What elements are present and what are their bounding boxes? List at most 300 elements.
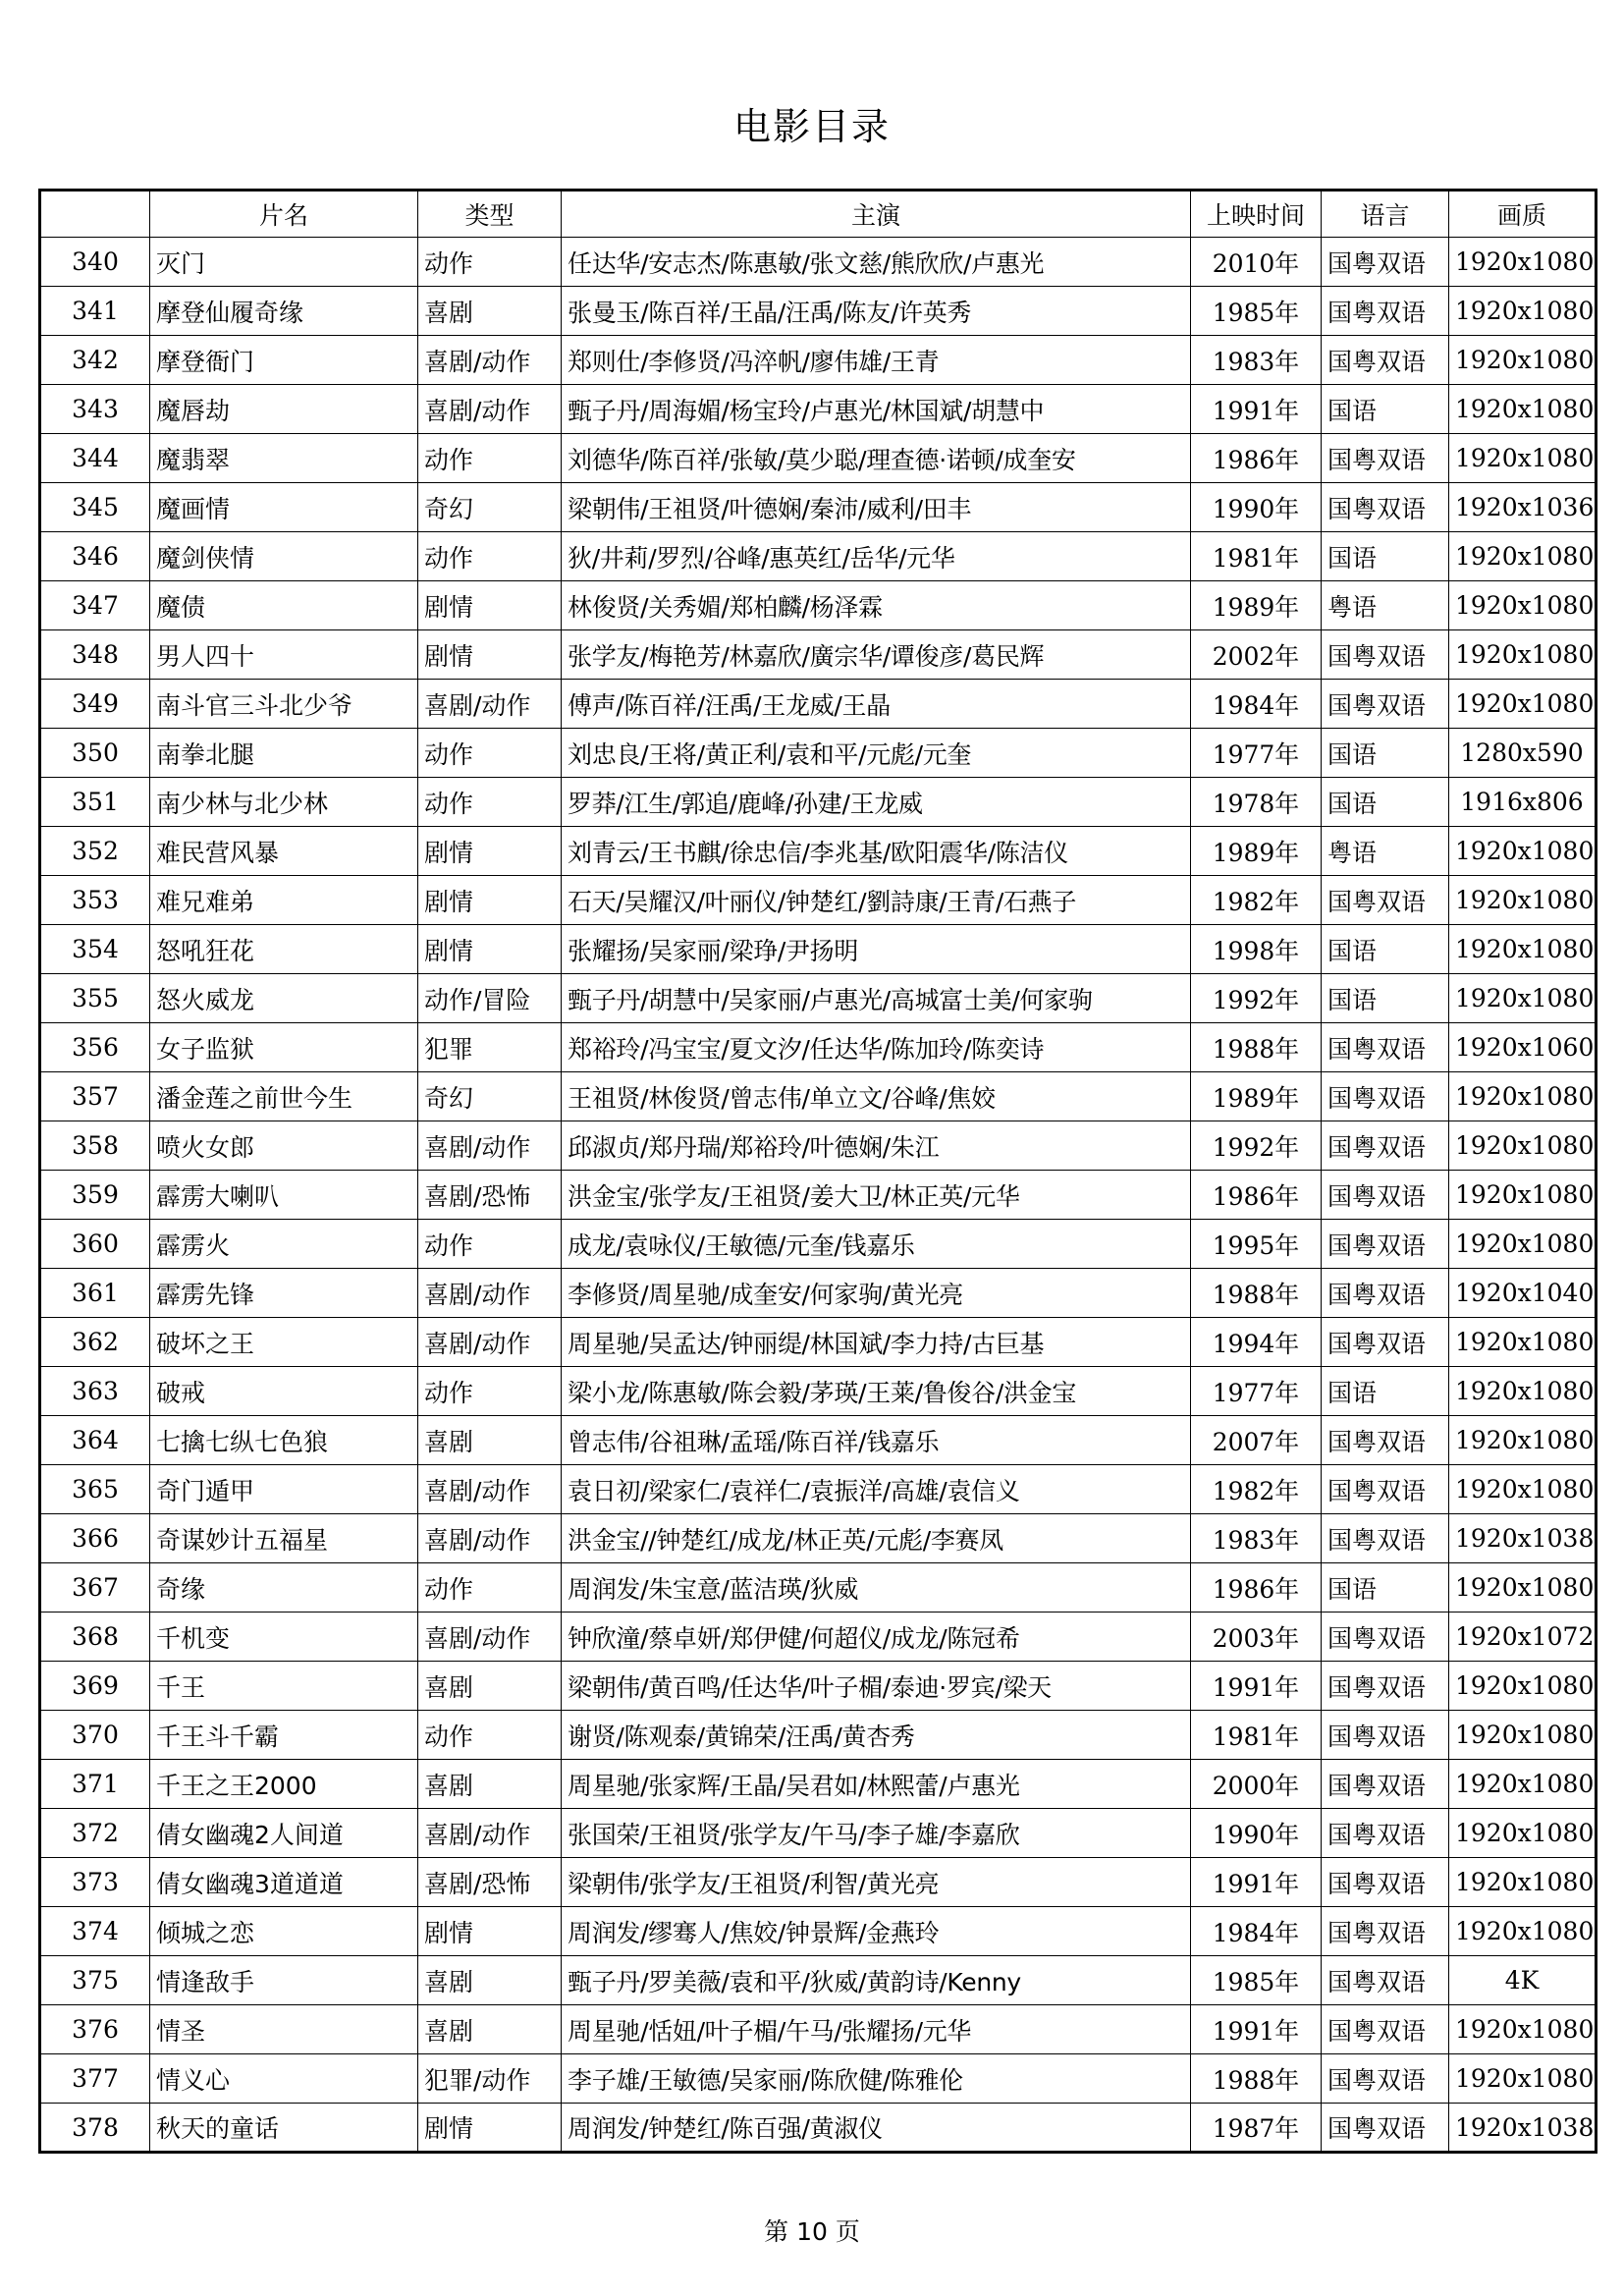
release-year: 1998年 xyxy=(1191,925,1322,974)
row-index: 357 xyxy=(40,1072,150,1121)
table-row xyxy=(40,1465,1597,1514)
movie-genre: 犯罪 xyxy=(418,1023,562,1072)
header-language: 语言 xyxy=(1322,191,1449,238)
table-row xyxy=(40,2054,1597,2104)
table-row xyxy=(40,680,1597,729)
movie-genre: 剧情 xyxy=(418,925,562,974)
movie-cast: 刘忠良/王将/黄正利/袁和平/元彪/元奎 xyxy=(562,729,1191,778)
movie-genre: 剧情 xyxy=(418,1907,562,1956)
movie-title: 南少林与北少林 xyxy=(150,778,418,827)
row-index: 375 xyxy=(40,1956,150,2005)
movie-cast: 钟欣潼/蔡卓妍/郑伊健/何超仪/成龙/陈冠希 xyxy=(562,1613,1191,1662)
movie-genre: 喜剧/动作 xyxy=(418,680,562,729)
movie-cast: 袁日初/梁家仁/袁祥仁/袁振洋/高雄/袁信义 xyxy=(562,1465,1191,1514)
video-quality: 1920x1060 xyxy=(1449,1023,1597,1072)
row-index: 346 xyxy=(40,532,150,581)
row-index: 376 xyxy=(40,2005,150,2054)
table-row xyxy=(40,729,1597,778)
table-row xyxy=(40,876,1597,925)
row-index: 351 xyxy=(40,778,150,827)
release-year: 1986年 xyxy=(1191,1171,1322,1220)
movie-genre: 喜剧 xyxy=(418,1956,562,2005)
movie-cast: 周润发/缪骞人/焦姣/钟景辉/金燕玲 xyxy=(562,1907,1191,1956)
video-quality: 1920x1080 xyxy=(1449,974,1597,1023)
row-index: 369 xyxy=(40,1662,150,1711)
table-row xyxy=(40,1514,1597,1563)
video-quality: 1920x1080 xyxy=(1449,238,1597,287)
release-year: 1988年 xyxy=(1191,2054,1322,2104)
movie-language: 国语 xyxy=(1322,1367,1449,1416)
release-year: 1986年 xyxy=(1191,434,1322,483)
movie-language: 国粤双语 xyxy=(1322,1023,1449,1072)
movie-language: 国粤双语 xyxy=(1322,1956,1449,2005)
movie-title: 魔唇劫 xyxy=(150,385,418,434)
release-year: 1991年 xyxy=(1191,2005,1322,2054)
table-header-row xyxy=(40,191,1597,238)
table-row xyxy=(40,1072,1597,1121)
release-year: 1991年 xyxy=(1191,385,1322,434)
video-quality: 1920x1080 xyxy=(1449,1220,1597,1269)
table-row xyxy=(40,1416,1597,1465)
release-year: 1983年 xyxy=(1191,336,1322,385)
release-year: 1977年 xyxy=(1191,1367,1322,1416)
table-row xyxy=(40,925,1597,974)
release-year: 1981年 xyxy=(1191,532,1322,581)
movie-genre: 奇幻 xyxy=(418,1072,562,1121)
header-title: 片名 xyxy=(150,191,418,238)
page-title: 电影目录 xyxy=(732,105,891,148)
table-row xyxy=(40,238,1597,287)
movie-cast: 傅声/陈百祥/汪禹/王龙威/王晶 xyxy=(562,680,1191,729)
movie-title: 霹雳大喇叭 xyxy=(150,1171,418,1220)
movie-language: 国粤双语 xyxy=(1322,1171,1449,1220)
table-row xyxy=(40,1711,1597,1760)
movie-catalog-table xyxy=(38,189,1597,2154)
table-row xyxy=(40,287,1597,336)
table-body xyxy=(40,238,1597,2153)
movie-cast: 谢贤/陈观泰/黄锦荣/汪禹/黄杏秀 xyxy=(562,1711,1191,1760)
movie-genre: 动作 xyxy=(418,1563,562,1613)
movie-cast: 刘青云/王书麒/徐忠信/李兆基/欧阳震华/陈洁仪 xyxy=(562,827,1191,876)
movie-title: 魔画情 xyxy=(150,483,418,532)
movie-language: 粤语 xyxy=(1322,581,1449,630)
table-row xyxy=(40,483,1597,532)
release-year: 1989年 xyxy=(1191,1072,1322,1121)
movie-cast: 周润发/钟楚红/陈百强/黄淑仪 xyxy=(562,2104,1191,2153)
table-row xyxy=(40,1662,1597,1711)
movie-cast: 张学友/梅艳芳/林嘉欣/廣宗华/谭俊彦/葛民辉 xyxy=(562,630,1191,680)
row-index: 377 xyxy=(40,2054,150,2104)
row-index: 371 xyxy=(40,1760,150,1809)
movie-cast: 狄/井莉/罗烈/谷峰/惠英红/岳华/元华 xyxy=(562,532,1191,581)
release-year: 1991年 xyxy=(1191,1662,1322,1711)
movie-title: 南拳北腿 xyxy=(150,729,418,778)
video-quality: 1920x1080 xyxy=(1449,1907,1597,1956)
release-year: 1987年 xyxy=(1191,2104,1322,2153)
movie-cast: 张国荣/王祖贤/张学友/午马/李子雄/李嘉欣 xyxy=(562,1809,1191,1858)
video-quality: 1920x1080 xyxy=(1449,680,1597,729)
movie-title: 千王斗千霸 xyxy=(150,1711,418,1760)
movie-title: 倩女幽魂3道道道 xyxy=(150,1858,418,1907)
movie-language: 国粤双语 xyxy=(1322,238,1449,287)
movie-title: 霹雳先锋 xyxy=(150,1269,418,1318)
movie-cast: 梁朝伟/王祖贤/叶德娴/秦沛/威利/田丰 xyxy=(562,483,1191,532)
row-index: 348 xyxy=(40,630,150,680)
row-index: 366 xyxy=(40,1514,150,1563)
header-cast: 主演 xyxy=(562,191,1191,238)
movie-title: 秋天的童话 xyxy=(150,2104,418,2153)
movie-language: 国粤双语 xyxy=(1322,1613,1449,1662)
movie-cast: 梁小龙/陈惠敏/陈会毅/茅瑛/王莱/鲁俊谷/洪金宝 xyxy=(562,1367,1191,1416)
movie-language: 国语 xyxy=(1322,1563,1449,1613)
movie-title: 灭门 xyxy=(150,238,418,287)
movie-cast: 张耀扬/吴家丽/梁琤/尹扬明 xyxy=(562,925,1191,974)
movie-cast: 王祖贤/林俊贤/曾志伟/单立文/谷峰/焦姣 xyxy=(562,1072,1191,1121)
movie-title: 破戒 xyxy=(150,1367,418,1416)
table-row xyxy=(40,1220,1597,1269)
movie-language: 国语 xyxy=(1322,778,1449,827)
movie-language: 国粤双语 xyxy=(1322,1662,1449,1711)
row-index: 350 xyxy=(40,729,150,778)
movie-cast: 甄子丹/罗美薇/袁和平/狄威/黄韵诗/Kenny xyxy=(562,1956,1191,2005)
movie-cast: 任达华/安志杰/陈惠敏/张文慈/熊欣欣/卢惠光 xyxy=(562,238,1191,287)
movie-cast: 郑则仕/李修贤/冯淬帆/廖伟雄/王青 xyxy=(562,336,1191,385)
release-year: 1983年 xyxy=(1191,1514,1322,1563)
movie-language: 国语 xyxy=(1322,925,1449,974)
release-year: 1981年 xyxy=(1191,1711,1322,1760)
movie-title: 难兄难弟 xyxy=(150,876,418,925)
row-index: 373 xyxy=(40,1858,150,1907)
movie-genre: 剧情 xyxy=(418,827,562,876)
movie-language: 国粤双语 xyxy=(1322,2104,1449,2153)
movie-language: 国粤双语 xyxy=(1322,1220,1449,1269)
video-quality: 1920x1080 xyxy=(1449,581,1597,630)
table-row xyxy=(40,1269,1597,1318)
movie-language: 国粤双语 xyxy=(1322,1907,1449,1956)
header-quality: 画质 xyxy=(1449,191,1597,238)
release-year: 2002年 xyxy=(1191,630,1322,680)
movie-cast: 洪金宝//钟楚红/成龙/林正英/元彪/李赛凤 xyxy=(562,1514,1191,1563)
table-row xyxy=(40,1809,1597,1858)
table-row xyxy=(40,1171,1597,1220)
video-quality: 1920x1080 xyxy=(1449,1563,1597,1613)
movie-title: 七擒七纵七色狼 xyxy=(150,1416,418,1465)
movie-language: 国粤双语 xyxy=(1322,1858,1449,1907)
movie-genre: 剧情 xyxy=(418,2104,562,2153)
movie-genre: 喜剧/恐怖 xyxy=(418,1858,562,1907)
movie-language: 国粤双语 xyxy=(1322,2054,1449,2104)
movie-language: 国语 xyxy=(1322,532,1449,581)
video-quality: 1280x590 xyxy=(1449,729,1597,778)
table-row xyxy=(40,2005,1597,2054)
movie-cast: 周润发/朱宝意/蓝洁瑛/狄威 xyxy=(562,1563,1191,1613)
table-row xyxy=(40,2104,1597,2153)
movie-title: 千机变 xyxy=(150,1613,418,1662)
row-index: 370 xyxy=(40,1711,150,1760)
release-year: 1986年 xyxy=(1191,1563,1322,1613)
table-row xyxy=(40,1613,1597,1662)
release-year: 1982年 xyxy=(1191,876,1322,925)
movie-title: 破坏之王 xyxy=(150,1318,418,1367)
release-year: 2010年 xyxy=(1191,238,1322,287)
movie-genre: 动作 xyxy=(418,532,562,581)
video-quality: 4K xyxy=(1449,1956,1597,2005)
movie-genre: 动作 xyxy=(418,434,562,483)
release-year: 1988年 xyxy=(1191,1023,1322,1072)
movie-genre: 喜剧/动作 xyxy=(418,385,562,434)
movie-genre: 喜剧/动作 xyxy=(418,336,562,385)
movie-language: 国粤双语 xyxy=(1322,680,1449,729)
movie-cast: 石天/吴耀汉/叶丽仪/钟楚红/劉詩康/王青/石燕子 xyxy=(562,876,1191,925)
release-year: 2003年 xyxy=(1191,1613,1322,1662)
table-row xyxy=(40,385,1597,434)
movie-cast: 刘德华/陈百祥/张敏/莫少聪/理查德·诺顿/成奎安 xyxy=(562,434,1191,483)
table-row xyxy=(40,827,1597,876)
release-year: 1994年 xyxy=(1191,1318,1322,1367)
video-quality: 1920x1080 xyxy=(1449,1760,1597,1809)
video-quality: 1920x1036 xyxy=(1449,483,1597,532)
release-year: 1982年 xyxy=(1191,1465,1322,1514)
row-index: 359 xyxy=(40,1171,150,1220)
video-quality: 1920x1080 xyxy=(1449,630,1597,680)
movie-language: 国粤双语 xyxy=(1322,483,1449,532)
row-index: 344 xyxy=(40,434,150,483)
movie-language: 国粤双语 xyxy=(1322,434,1449,483)
movie-cast: 周星驰/张家辉/王晶/吴君如/林熙蕾/卢惠光 xyxy=(562,1760,1191,1809)
movie-genre: 动作 xyxy=(418,238,562,287)
movie-cast: 周星驰/吴孟达/钟丽缇/林国斌/李力持/古巨基 xyxy=(562,1318,1191,1367)
release-year: 1989年 xyxy=(1191,581,1322,630)
row-index: 345 xyxy=(40,483,150,532)
release-year: 1978年 xyxy=(1191,778,1322,827)
header-index xyxy=(40,191,150,238)
row-index: 358 xyxy=(40,1121,150,1171)
movie-genre: 奇幻 xyxy=(418,483,562,532)
row-index: 361 xyxy=(40,1269,150,1318)
table-row xyxy=(40,1907,1597,1956)
page-number: 第 10 页 xyxy=(764,2217,860,2246)
release-year: 1991年 xyxy=(1191,1858,1322,1907)
video-quality: 1920x1080 xyxy=(1449,1367,1597,1416)
movie-language: 国粤双语 xyxy=(1322,1809,1449,1858)
movie-language: 国粤双语 xyxy=(1322,1121,1449,1171)
movie-title: 南斗官三斗北少爷 xyxy=(150,680,418,729)
movie-language: 国粤双语 xyxy=(1322,1416,1449,1465)
video-quality: 1920x1080 xyxy=(1449,385,1597,434)
movie-genre: 喜剧/恐怖 xyxy=(418,1171,562,1220)
movie-language: 国粤双语 xyxy=(1322,1711,1449,1760)
movie-genre: 喜剧/动作 xyxy=(418,1613,562,1662)
movie-language: 国粤双语 xyxy=(1322,1760,1449,1809)
movie-cast: 李修贤/周星驰/成奎安/何家驹/黄光亮 xyxy=(562,1269,1191,1318)
movie-genre: 喜剧 xyxy=(418,1760,562,1809)
movie-cast: 甄子丹/周海媚/杨宝玲/卢惠光/林国斌/胡慧中 xyxy=(562,385,1191,434)
movie-title: 喷火女郎 xyxy=(150,1121,418,1171)
release-year: 1985年 xyxy=(1191,287,1322,336)
video-quality: 1920x1080 xyxy=(1449,287,1597,336)
row-index: 363 xyxy=(40,1367,150,1416)
table-row xyxy=(40,974,1597,1023)
movie-title: 情逢敌手 xyxy=(150,1956,418,2005)
release-year: 1990年 xyxy=(1191,1809,1322,1858)
video-quality: 1920x1080 xyxy=(1449,925,1597,974)
movie-cast: 甄子丹/胡慧中/吴家丽/卢惠光/高城富士美/何家驹 xyxy=(562,974,1191,1023)
release-year: 1985年 xyxy=(1191,1956,1322,2005)
movie-cast: 曾志伟/谷祖琳/孟瑶/陈百祥/钱嘉乐 xyxy=(562,1416,1191,1465)
video-quality: 1920x1080 xyxy=(1449,1121,1597,1171)
movie-language: 国粤双语 xyxy=(1322,876,1449,925)
movie-language: 国粤双语 xyxy=(1322,2005,1449,2054)
video-quality: 1920x1080 xyxy=(1449,434,1597,483)
release-year: 2000年 xyxy=(1191,1760,1322,1809)
movie-genre: 剧情 xyxy=(418,876,562,925)
row-index: 360 xyxy=(40,1220,150,1269)
movie-genre: 动作 xyxy=(418,1711,562,1760)
movie-language: 国语 xyxy=(1322,974,1449,1023)
video-quality: 1920x1040 xyxy=(1449,1269,1597,1318)
movie-language: 国语 xyxy=(1322,729,1449,778)
movie-genre: 动作/冒险 xyxy=(418,974,562,1023)
row-index: 367 xyxy=(40,1563,150,1613)
movie-title: 难民营风暴 xyxy=(150,827,418,876)
movie-genre: 动作 xyxy=(418,1367,562,1416)
movie-cast: 梁朝伟/黄百鸣/任达华/叶子楣/泰迪·罗宾/梁天 xyxy=(562,1662,1191,1711)
release-year: 1984年 xyxy=(1191,1907,1322,1956)
video-quality: 1920x1080 xyxy=(1449,532,1597,581)
movie-language: 国粤双语 xyxy=(1322,1514,1449,1563)
movie-title: 千王之王2000 xyxy=(150,1760,418,1809)
row-index: 353 xyxy=(40,876,150,925)
movie-genre: 剧情 xyxy=(418,630,562,680)
movie-genre: 喜剧 xyxy=(418,1416,562,1465)
video-quality: 1920x1080 xyxy=(1449,1858,1597,1907)
movie-cast: 林俊贤/关秀媚/郑柏麟/杨泽霖 xyxy=(562,581,1191,630)
table-row xyxy=(40,336,1597,385)
movie-title: 情圣 xyxy=(150,2005,418,2054)
row-index: 368 xyxy=(40,1613,150,1662)
table-row xyxy=(40,1956,1597,2005)
movie-genre: 喜剧 xyxy=(418,2005,562,2054)
row-index: 378 xyxy=(40,2104,150,2153)
movie-cast: 罗莽/江生/郭追/鹿峰/孙建/王龙威 xyxy=(562,778,1191,827)
video-quality: 1920x1080 xyxy=(1449,1072,1597,1121)
table-row xyxy=(40,630,1597,680)
table-row xyxy=(40,1563,1597,1613)
row-index: 362 xyxy=(40,1318,150,1367)
video-quality: 1920x1080 xyxy=(1449,1809,1597,1858)
movie-language: 国粤双语 xyxy=(1322,287,1449,336)
video-quality: 1920x1072 xyxy=(1449,1613,1597,1662)
row-index: 343 xyxy=(40,385,150,434)
movie-title: 女子监狱 xyxy=(150,1023,418,1072)
release-year: 1989年 xyxy=(1191,827,1322,876)
movie-cast: 成龙/袁咏仪/王敏德/元奎/钱嘉乐 xyxy=(562,1220,1191,1269)
release-year: 1988年 xyxy=(1191,1269,1322,1318)
header-genre: 类型 xyxy=(418,191,562,238)
video-quality: 1920x1080 xyxy=(1449,2005,1597,2054)
movie-title: 奇缘 xyxy=(150,1563,418,1613)
movie-title: 魔剑侠情 xyxy=(150,532,418,581)
movie-title: 魔翡翠 xyxy=(150,434,418,483)
row-index: 355 xyxy=(40,974,150,1023)
movie-genre: 喜剧/动作 xyxy=(418,1318,562,1367)
movie-genre: 喜剧 xyxy=(418,1662,562,1711)
movie-language: 粤语 xyxy=(1322,827,1449,876)
movie-genre: 喜剧/动作 xyxy=(418,1465,562,1514)
video-quality: 1920x1080 xyxy=(1449,1171,1597,1220)
movie-cast: 张曼玉/陈百祥/王晶/汪禹/陈友/许英秀 xyxy=(562,287,1191,336)
movie-language: 国粤双语 xyxy=(1322,336,1449,385)
movie-title: 倾城之恋 xyxy=(150,1907,418,1956)
movie-title: 摩登衙门 xyxy=(150,336,418,385)
row-index: 372 xyxy=(40,1809,150,1858)
release-year: 1992年 xyxy=(1191,974,1322,1023)
video-quality: 1920x1080 xyxy=(1449,876,1597,925)
release-year: 1990年 xyxy=(1191,483,1322,532)
movie-genre: 喜剧/动作 xyxy=(418,1514,562,1563)
movie-title: 怒吼狂花 xyxy=(150,925,418,974)
row-index: 354 xyxy=(40,925,150,974)
video-quality: 1920x1080 xyxy=(1449,1711,1597,1760)
header-release: 上映时间 xyxy=(1191,191,1322,238)
table-row xyxy=(40,1367,1597,1416)
table-row xyxy=(40,1121,1597,1171)
release-year: 1984年 xyxy=(1191,680,1322,729)
row-index: 342 xyxy=(40,336,150,385)
row-index: 352 xyxy=(40,827,150,876)
movie-cast: 洪金宝/张学友/王祖贤/姜大卫/林正英/元华 xyxy=(562,1171,1191,1220)
video-quality: 1920x1080 xyxy=(1449,827,1597,876)
video-quality: 1920x1080 xyxy=(1449,1662,1597,1711)
row-index: 340 xyxy=(40,238,150,287)
movie-title: 魔债 xyxy=(150,581,418,630)
movie-language: 国粤双语 xyxy=(1322,630,1449,680)
video-quality: 1920x1038 xyxy=(1449,2104,1597,2153)
movie-title: 奇门遁甲 xyxy=(150,1465,418,1514)
release-year: 2007年 xyxy=(1191,1416,1322,1465)
video-quality: 1920x1038 xyxy=(1449,1514,1597,1563)
movie-genre: 喜剧/动作 xyxy=(418,1269,562,1318)
table-row xyxy=(40,1318,1597,1367)
table-row xyxy=(40,1760,1597,1809)
movie-cast: 梁朝伟/张学友/王祖贤/利智/黄光亮 xyxy=(562,1858,1191,1907)
row-index: 364 xyxy=(40,1416,150,1465)
movie-title: 怒火威龙 xyxy=(150,974,418,1023)
movie-genre: 动作 xyxy=(418,778,562,827)
movie-genre: 犯罪/动作 xyxy=(418,2054,562,2104)
movie-language: 国粤双语 xyxy=(1322,1269,1449,1318)
movie-genre: 动作 xyxy=(418,729,562,778)
video-quality: 1916x806 xyxy=(1449,778,1597,827)
movie-language: 国粤双语 xyxy=(1322,1465,1449,1514)
movie-genre: 喜剧/动作 xyxy=(418,1121,562,1171)
table-row xyxy=(40,1023,1597,1072)
table-row xyxy=(40,532,1597,581)
table-row xyxy=(40,581,1597,630)
movie-language: 国粤双语 xyxy=(1322,1318,1449,1367)
release-year: 1992年 xyxy=(1191,1121,1322,1171)
row-index: 347 xyxy=(40,581,150,630)
video-quality: 1920x1080 xyxy=(1449,2054,1597,2104)
video-quality: 1920x1080 xyxy=(1449,336,1597,385)
release-year: 1977年 xyxy=(1191,729,1322,778)
movie-title: 奇谋妙计五福星 xyxy=(150,1514,418,1563)
movie-title: 千王 xyxy=(150,1662,418,1711)
row-index: 356 xyxy=(40,1023,150,1072)
table-row xyxy=(40,1858,1597,1907)
video-quality: 1920x1080 xyxy=(1449,1416,1597,1465)
movie-language: 国粤双语 xyxy=(1322,1072,1449,1121)
